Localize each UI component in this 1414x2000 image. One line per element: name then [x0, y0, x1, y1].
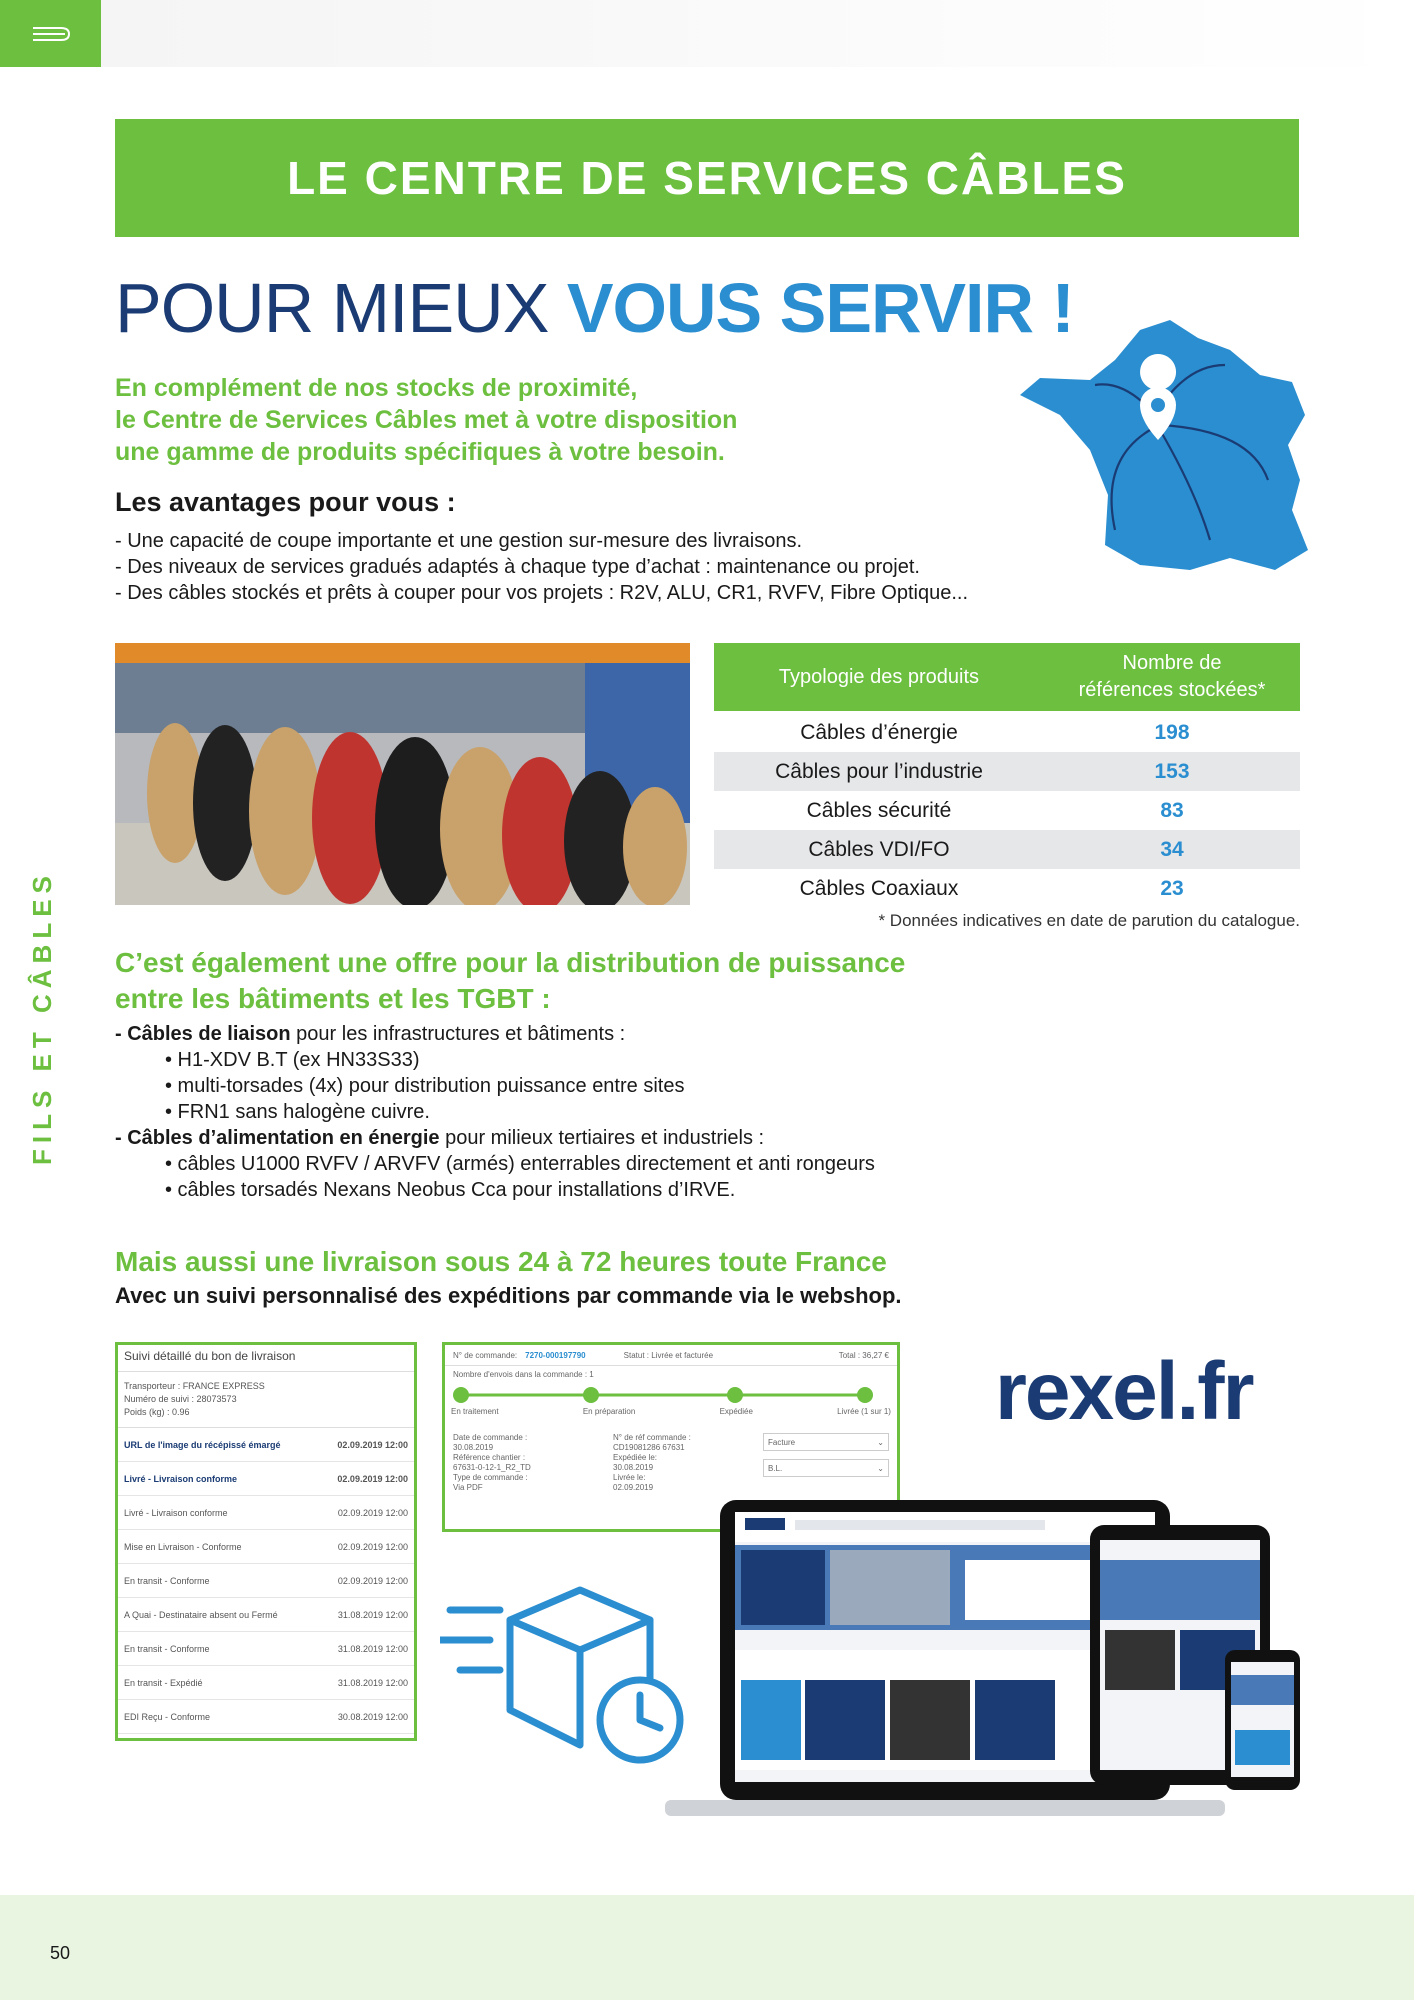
advantages-title: Les avantages pour vous :	[115, 487, 456, 517]
list-item: • câbles torsadés Nexans Neobus Cca pour installations d’IRVE.	[165, 1179, 736, 1201]
field-value: 30.08.2019	[613, 1463, 654, 1472]
field-value: CD19081286 67631	[613, 1443, 685, 1452]
row-label: URL de l'image du récépissé émargé	[124, 1439, 281, 1450]
list-item: • H1-XDV B.T (ex HN33S33)	[165, 1049, 420, 1071]
page-number: 50	[50, 1943, 71, 1963]
footer-bar	[0, 1895, 1414, 2000]
row-name: Câbles sécurité	[806, 798, 952, 822]
row-name: Câbles Coaxiaux	[799, 876, 959, 900]
section-banner: LE CENTRE DE SERVICES CÂBLES	[115, 119, 1299, 237]
row-label: A Quai - Destinataire absent ou Fermé	[124, 1609, 278, 1620]
table-row	[714, 713, 1300, 752]
row-date: 02.09.2019 12:00	[337, 1439, 408, 1450]
side-label: FILS ET CÂBLES	[27, 870, 57, 1165]
section3-subtitle: Avec un suivi personnalisé des expéditions par commande via le webshop.	[115, 1283, 902, 1308]
invoice-select[interactable]	[763, 1433, 889, 1451]
field-label: Expédiée le:	[613, 1453, 658, 1462]
row-label: En transit - Expédié	[124, 1677, 203, 1688]
order-total: Total : 36,27 €	[838, 1350, 889, 1360]
meta-line: Poids (kg) : 0.96	[124, 1407, 190, 1417]
row-date: 31.08.2019 12:00	[337, 1643, 408, 1654]
order-details	[445, 1429, 897, 1497]
headline	[115, 268, 1074, 348]
select-value: Facture	[768, 1437, 796, 1447]
section2-title-line: C’est également une offre pour la distribution de puissance	[115, 947, 906, 978]
step-label: En traitement	[451, 1407, 499, 1416]
row-date: 31.08.2019 12:00	[337, 1677, 408, 1688]
tracking-row	[118, 1564, 414, 1598]
list-item: - Des niveaux de services gradués adaptés à chaque type d’achat : maintenance ou projet.	[115, 556, 920, 578]
cable-reels-photo	[115, 643, 690, 905]
section2-title-line: entre les bâtiments et les TGBT :	[115, 983, 551, 1014]
rexel-logo: rexel.fr	[995, 1346, 1253, 1437]
row-label: En transit - Conforme	[124, 1643, 210, 1654]
group1-bold: - Câbles de liaison	[115, 1023, 291, 1045]
field-value: Via PDF	[453, 1483, 483, 1492]
table-col-references-line2: références stockées*	[1078, 679, 1266, 701]
order-header	[445, 1345, 897, 1366]
field-label: Référence chantier :	[453, 1453, 526, 1462]
headline-light: POUR MIEUX	[115, 269, 567, 347]
group1-heading	[115, 1021, 1065, 1047]
table-footnote: * Données indicatives en date de parution du catalogue.	[878, 911, 1300, 930]
top-bar	[0, 0, 1414, 67]
row-date: 02.09.2019 12:00	[337, 1575, 408, 1586]
row-label: EDI Reçu - Conforme	[124, 1711, 211, 1722]
field-value: 02.09.2019	[613, 1483, 654, 1492]
table-col-references	[1044, 643, 1300, 711]
delivery-tracking-panel	[115, 1342, 417, 1741]
tracking-row	[118, 1700, 414, 1734]
tracking-meta	[118, 1372, 414, 1428]
step-label: Livrée (1 sur 1)	[837, 1407, 891, 1416]
section3-title: Mais aussi une livraison sous 24 à 72 heures toute France	[115, 1246, 887, 1277]
select-value: B.L.	[768, 1463, 783, 1473]
list-item: • FRN1 sans halogène cuivre.	[165, 1101, 430, 1123]
tracking-row	[118, 1496, 414, 1530]
row-name: Câbles d’énergie	[800, 720, 958, 744]
section-tab	[0, 0, 101, 67]
row-name: Câbles pour l’industrie	[775, 759, 983, 783]
row-date: 02.09.2019 12:00	[337, 1541, 408, 1552]
row-value: 198	[1154, 720, 1190, 744]
table-row	[714, 752, 1300, 791]
tracking-row	[118, 1428, 414, 1462]
intro-line: une gamme de produits spécifiques à votre besoin.	[115, 438, 725, 466]
row-name: Câbles VDI/FO	[808, 837, 950, 861]
france-map-icon	[1020, 320, 1312, 580]
row-value: 34	[1160, 837, 1184, 861]
field-label: Date de commande :	[453, 1433, 528, 1442]
section2-body	[115, 1021, 1065, 1203]
row-date: 30.08.2019 12:00	[337, 1711, 408, 1722]
meta-line: Transporteur : FRANCE EXPRESS	[124, 1381, 265, 1391]
field-label: N° de réf commande :	[613, 1433, 691, 1442]
group2-heading	[115, 1125, 1065, 1151]
field-value: 30.08.2019	[453, 1443, 494, 1452]
order-steps	[445, 1407, 897, 1429]
step-label: Expédiée	[719, 1407, 753, 1416]
order-count: Nombre d'envois dans la commande : 1	[453, 1370, 594, 1379]
field-label: Livrée le:	[613, 1473, 646, 1482]
row-label: Livré - Livraison conforme	[124, 1473, 238, 1484]
group2-rest: pour milieux tertiaires et industriels :	[439, 1127, 765, 1149]
order-fields-col1	[453, 1433, 613, 1493]
table-col-typologie: Typologie des produits	[778, 665, 980, 688]
order-selects	[763, 1433, 889, 1493]
meta-line: Numéro de suivi : 28073573	[124, 1394, 237, 1404]
table-row	[714, 869, 1300, 908]
row-label: Livré - Livraison conforme	[124, 1507, 228, 1518]
row-label: En transit - Conforme	[124, 1575, 210, 1586]
intro-line: En complément de nos stocks de proximité,	[115, 374, 638, 402]
row-date: 02.09.2019 12:00	[337, 1507, 408, 1518]
delivery-box-icon	[440, 1570, 700, 1770]
tracking-row	[118, 1632, 414, 1666]
table-row	[714, 830, 1300, 869]
order-number-label: N° de commande:	[453, 1350, 518, 1360]
tracking-row	[118, 1530, 414, 1564]
chevron-down-icon: ⌄	[877, 1463, 884, 1473]
group2-bold: - Câbles d’alimentation en énergie	[115, 1127, 440, 1149]
devices-mockup	[665, 1500, 1305, 1860]
tracking-row	[118, 1666, 414, 1700]
intro-text	[115, 372, 835, 468]
row-date: 02.09.2019 12:00	[337, 1473, 408, 1484]
tracking-row	[118, 1598, 414, 1632]
tracking-title: Suivi détaillé du bon de livraison	[118, 1345, 414, 1372]
list-item: • multi-torsades (4x) pour distribution puissance entre sites	[165, 1075, 685, 1097]
step-label: En préparation	[582, 1407, 636, 1416]
table-row	[714, 791, 1300, 830]
section2-title	[115, 945, 1015, 1017]
order-progress	[445, 1383, 897, 1407]
delivery-note-select[interactable]	[763, 1459, 889, 1477]
list-item: - Des câbles stockés et prêts à couper pour vos projets : R2V, ALU, CR1, RVFV, Fibre Optique...	[115, 582, 968, 604]
row-value: 153	[1154, 759, 1190, 783]
list-item: • câbles U1000 RVFV / ARVFV (armés) enterrables directement et anti rongeurs	[165, 1153, 875, 1175]
chevron-down-icon: ⌄	[877, 1437, 884, 1447]
row-date: 31.08.2019 12:00	[337, 1609, 408, 1620]
group1-rest: pour les infrastructures et bâtiments :	[290, 1023, 626, 1045]
advantages-list	[115, 528, 995, 606]
order-fields-col2	[613, 1433, 763, 1493]
cable-icon	[31, 22, 71, 46]
row-label: Mise en Livraison - Conforme	[124, 1541, 242, 1552]
order-number: 7270-000197790	[525, 1350, 586, 1360]
row-value: 83	[1160, 798, 1184, 822]
order-status: Statut : Livrée et facturée	[623, 1350, 714, 1360]
table-header	[714, 643, 1300, 711]
field-value: 67631-0-12-1_R2_TD	[453, 1463, 531, 1472]
tracking-row	[118, 1462, 414, 1496]
table-col-references-line1: Nombre de	[1122, 652, 1222, 674]
field-label: Type de commande :	[453, 1473, 528, 1482]
row-value: 23	[1160, 876, 1184, 900]
intro-line: le Centre de Services Câbles met à votre disposition	[115, 406, 738, 434]
list-item: - Une capacité de coupe importante et une gestion sur-mesure des livraisons.	[115, 530, 803, 552]
headline-bold: VOUS SERVIR !	[566, 269, 1074, 347]
